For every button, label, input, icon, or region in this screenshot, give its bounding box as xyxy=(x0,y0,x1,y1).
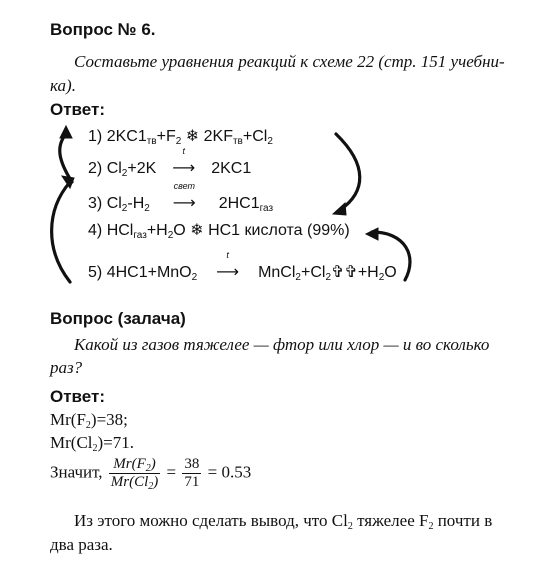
reaction-2-number: 2) xyxy=(88,160,103,177)
reaction-arrow: свет ⟶ xyxy=(172,181,196,212)
answer-label-2: Ответ: xyxy=(50,387,105,406)
arrowhead xyxy=(333,203,346,215)
reaction-arrow: t ⟶ xyxy=(216,250,240,281)
mr-cl2-line: $Mr(Cl_2)=71$. xyxy=(50,433,134,454)
reaction-2: 2) $Cl_2+2K$ t ⟶ 2KC1 xyxy=(88,146,252,179)
reaction-5: 5) 4HC1+MnO$_2$ t ⟶ $MnCl_2+Cl_2✞✞+H_2O$ xyxy=(88,250,397,283)
arrow-5-to-2 xyxy=(52,182,70,282)
mr-ratio-fraction: $\frac{Mr(F_2)}{Mr(Cl_2)}$ xyxy=(110,456,159,492)
reaction-1: 1) $2KC1_{тв}+F_2$ ❄ $2KF_{тв}+Cl_2$ xyxy=(88,128,273,147)
value-fraction: $\frac{38}{71}$ xyxy=(184,456,200,490)
reaction-1-number: 1) xyxy=(88,128,103,145)
conclusion-line2: два раза. xyxy=(50,535,113,554)
ratio-equation: Значит, $\frac{Mr(F_2)}{Mr(Cl_2)}$ = $\frac{38}{71}$ = 0.53 xyxy=(50,456,252,492)
question-6-prompt-line1: Составьте уравнения реакций к схеме 22 (стр. 151 учебни- xyxy=(74,52,505,71)
reaction-3: 3) $Cl_2-H_2$ свет ⟶ $2HC1_{газ}$ xyxy=(88,181,274,214)
snowflake-icon: ❄ xyxy=(185,128,200,145)
question-6-heading: Вопрос № 6. xyxy=(50,20,156,39)
arrowhead xyxy=(366,228,378,240)
arrow-1-to-4 xyxy=(336,134,360,210)
snowflake-icon: ❄ xyxy=(190,222,204,239)
gas-icon: ✞✞ xyxy=(331,264,358,281)
arrow-2-to-1 xyxy=(60,134,72,182)
conclusion-line1: Из этого можно сделать вывод, что $Cl_2$ тяжелее $F_2$ почти в xyxy=(74,511,493,532)
reaction-4-number: 4) xyxy=(88,222,103,239)
arrowhead xyxy=(60,126,72,138)
reaction-3-number: 3) xyxy=(88,195,103,212)
task-prompt-line1: Какой из газов тяжелее — фтор или хлор — и во сколько xyxy=(74,335,490,354)
answer-label-1: Ответ: xyxy=(50,100,105,119)
reaction-5-number: 5) xyxy=(88,264,103,281)
task-heading: Вопрос (залача) xyxy=(50,309,186,328)
question-6-prompt-line2: ка). xyxy=(50,76,76,95)
reaction-arrow: t ⟶ xyxy=(172,146,196,177)
reaction-4: 4) $HCl_{газ}+H_2O$ ❄ HC1 кислота (99%) xyxy=(88,222,350,241)
task-prompt-line2: раз? xyxy=(50,358,83,377)
mr-f2-line: $Mr(F_2)=38$; xyxy=(50,410,128,431)
